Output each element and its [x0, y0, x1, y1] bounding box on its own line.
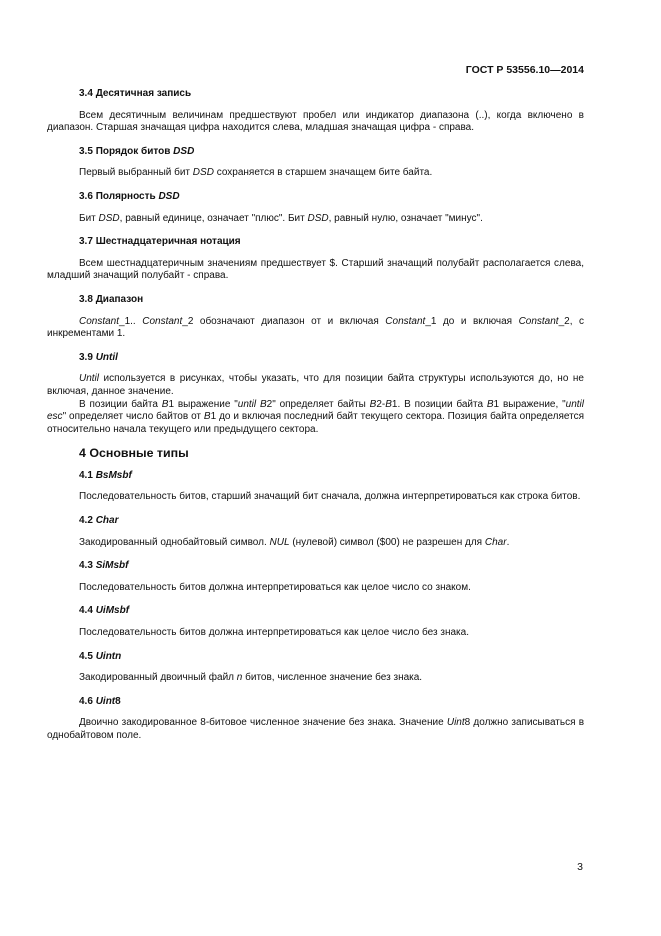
section-number: 4.1 — [79, 469, 93, 481]
text-run-italic: DSD — [98, 212, 120, 224]
section-4-1-heading — [79, 470, 584, 483]
section-4-2-text — [47, 537, 584, 550]
section-3-5-heading — [79, 146, 584, 159]
section-4-6-heading — [79, 696, 584, 709]
text-run: 1. В позиции байта — [391, 398, 487, 410]
text-run: 1 выражение " — [168, 398, 238, 410]
section-3-9-heading — [79, 352, 584, 365]
section-3-8-text — [47, 316, 584, 341]
section-3-7-text: Всем шестнадцатеричным значениям предшествует $. Старший значащий полубайт располагается слева, младший значащий полубайт - справа. — [47, 257, 584, 282]
section-number: 4.5 — [79, 650, 93, 662]
text-run: сохраняется в старшем значащем бите байта. — [213, 167, 433, 179]
text-run-italic: B — [161, 398, 169, 410]
document-body — [47, 88, 584, 754]
text-run-italic: until esc — [47, 398, 585, 423]
section-number: 3.7 — [79, 236, 93, 248]
text-run-italic: Constant — [79, 315, 120, 327]
section-4-1-text: Последовательность битов, старший значащий бит сначала, должна интерпретироваться как строка битов. — [79, 491, 581, 503]
section-title: Шестнадцатеричная нотация — [95, 236, 241, 248]
section-4-3-text: Последовательность битов должна интерпретироваться как целое число со знаком. — [79, 581, 471, 593]
text-run-italic: B — [203, 411, 211, 423]
section-title-italic: Char — [95, 515, 119, 527]
section-title-italic: DSD — [173, 145, 195, 157]
text-run: , равный единице, означает "плюс". Бит — [119, 212, 308, 224]
section-3-4-heading — [79, 88, 584, 101]
section-3-7-heading — [79, 236, 584, 249]
section-number: 4.6 — [79, 695, 93, 707]
section-4-2-heading — [79, 515, 584, 528]
text-run-italic: Constant — [385, 315, 426, 327]
text-run: , равный нулю, означает "минус". — [328, 212, 483, 224]
section-title-italic: Uint — [95, 695, 116, 707]
text-run: Первый выбранный бит — [79, 167, 193, 179]
text-run: используется в рисунках, чтобы указать, что для позиции байта структуры используются до, но не включая, данное значение. — [47, 373, 584, 397]
text-run: Бит — [79, 212, 99, 224]
text-run: Закодированный двоичный файл — [79, 672, 237, 684]
document-header: ГОСТ Р 53556.10—2014 — [465, 64, 584, 76]
text-run: Двоично закодированное 8-битовое численное значение без знака. Значение — [79, 717, 447, 729]
text-run: битов, численное значение без знака. — [242, 672, 423, 684]
text-run: (нулевой) символ ($00) не разрешен для — [289, 536, 485, 548]
text-run-italic: Char — [484, 536, 507, 548]
section-title-italic: BsMsbf — [95, 469, 132, 481]
section-title-italic: SiMsbf — [95, 560, 129, 572]
text-run: В позиции байта — [79, 398, 162, 410]
section-title: Десятичная запись — [95, 88, 192, 99]
text-run-italic: DSD — [192, 167, 214, 179]
section-3-5-text — [47, 167, 584, 180]
section-title-suffix: 8 — [115, 695, 121, 707]
section-4-4-text: Последовательность битов должна интерпретироваться как целое число без знака. — [79, 627, 469, 639]
section-4-5-text — [47, 672, 584, 685]
text-run: " определяет число байтов от — [62, 411, 204, 423]
section-3-4-text: Всем десятичным величинам предшествуют пробел или индикатор диапазона (..), когда включено в диапазон. Старшая значащая цифра находится слева, младшая значащая цифра - справа. — [47, 109, 584, 134]
text-run-italic: B — [385, 398, 392, 410]
text-run: 1 выражение, " — [493, 398, 566, 410]
text-run-italic: Until — [79, 373, 100, 385]
section-number: 3.5 — [79, 145, 93, 157]
section-number: 4.3 — [79, 560, 93, 572]
section-4-3-heading — [79, 560, 584, 573]
section-title-italic: Uintn — [95, 650, 122, 662]
section-number: 4.4 — [79, 605, 93, 617]
section-number: 3.6 — [79, 190, 93, 202]
page-number: 3 — [577, 861, 583, 873]
text-run: _2, с инкрементами 1. — [47, 315, 585, 340]
section-number: 3.9 — [79, 351, 93, 363]
section-title-italic: UiMsbf — [95, 605, 130, 617]
section-3-8-heading — [79, 294, 584, 307]
section-3-9-text-1 — [47, 373, 584, 398]
text-run-italic: B — [486, 398, 494, 410]
section-number: 4.2 — [79, 515, 93, 527]
text-run: _1.. — [119, 315, 143, 327]
section-title: Диапазон — [95, 293, 144, 305]
text-run: 2" определяет байты — [266, 398, 370, 410]
text-run: . — [506, 536, 510, 548]
section-3-6-heading — [79, 191, 584, 204]
section-title-italic: DSD — [158, 190, 180, 202]
chapter-4-heading: 4 Основные типы — [79, 446, 189, 461]
section-title: Полярность — [95, 190, 156, 202]
text-run: 8 должно записываться в однобайтовом поле. — [47, 717, 585, 741]
section-number: 3.8 — [79, 293, 93, 305]
text-run-italic: Constant — [142, 315, 183, 327]
text-run-italic: Constant — [518, 315, 559, 327]
text-run: _2 обозначают диапазон от и включая — [182, 315, 386, 327]
text-run-italic: DSD — [307, 212, 329, 224]
text-run-italic: n — [236, 672, 243, 684]
section-4-4-heading — [79, 605, 584, 618]
text-run-italic: until B — [237, 398, 267, 410]
section-4-5-heading — [79, 651, 584, 664]
text-run: Закодированный однобайтовый символ. — [79, 536, 270, 548]
text-run-italic: NUL — [269, 536, 290, 548]
text-run: 2- — [376, 398, 386, 410]
section-number: 3.4 — [79, 88, 93, 99]
section-3-9-text-2 — [47, 399, 584, 437]
section-title-italic: Until — [95, 351, 118, 363]
section-3-6-text — [47, 213, 584, 226]
text-run: 1 до и включая последний байт текущего сектора. Позиция байта определяется относительно начала текущего или предыдущего сектора. — [47, 411, 584, 435]
text-run: _1 до и включая — [425, 315, 519, 327]
text-run-italic: Uint — [446, 717, 465, 729]
section-title: Порядок битов — [95, 145, 171, 157]
text-run-italic: B — [369, 398, 377, 410]
section-4-6-text — [47, 717, 584, 742]
